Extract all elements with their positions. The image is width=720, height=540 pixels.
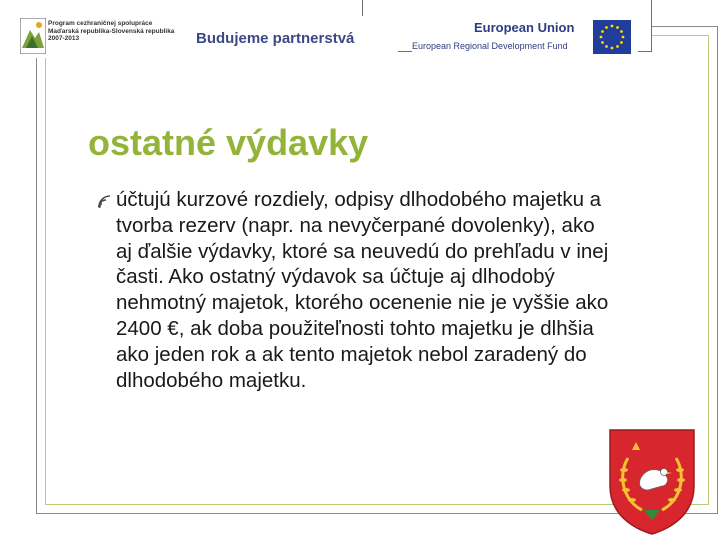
mountain-logo-icon — [20, 18, 46, 54]
bullet-text: účtujú kurzové rozdiely, odpisy dlhodobého majetku a tvorba rezerv (napr. na nevyčerpané dovolenky), ako aj ďalšie výdavky, ktoré sa neuvedú do prehľadu v inej časti. Ako ostatný výdavok sa účtuje aj dlhodobý nehmotný majetok, ktorého ocenenie nie je vyššie ako 2400 €, ak doba použiteľnosti tohto majetku je dlhšia ako jeden rok a ak tento majetok nebol zaradený do dlhodobého majetku. — [116, 188, 609, 392]
program-logo-block — [18, 16, 398, 58]
slide-title: ostatné výdavky — [88, 122, 369, 163]
coat-of-arms-icon — [606, 428, 698, 536]
program-line: Program cezhraničnej spolupráce — [48, 20, 153, 27]
eu-logo-block — [412, 18, 638, 56]
wifi-signal-icon — [96, 191, 116, 209]
eu-title: European Union — [474, 20, 575, 35]
brand-slogan: Budujeme partnerstvá — [196, 30, 355, 47]
eu-subtitle: European Regional Development Fund — [412, 41, 568, 51]
eu-flag-icon — [593, 20, 631, 54]
program-line: Maďarská republika-Slovenská republika — [48, 27, 175, 35]
program-line: 2007-2013 — [48, 35, 80, 42]
program-text — [48, 20, 196, 43]
